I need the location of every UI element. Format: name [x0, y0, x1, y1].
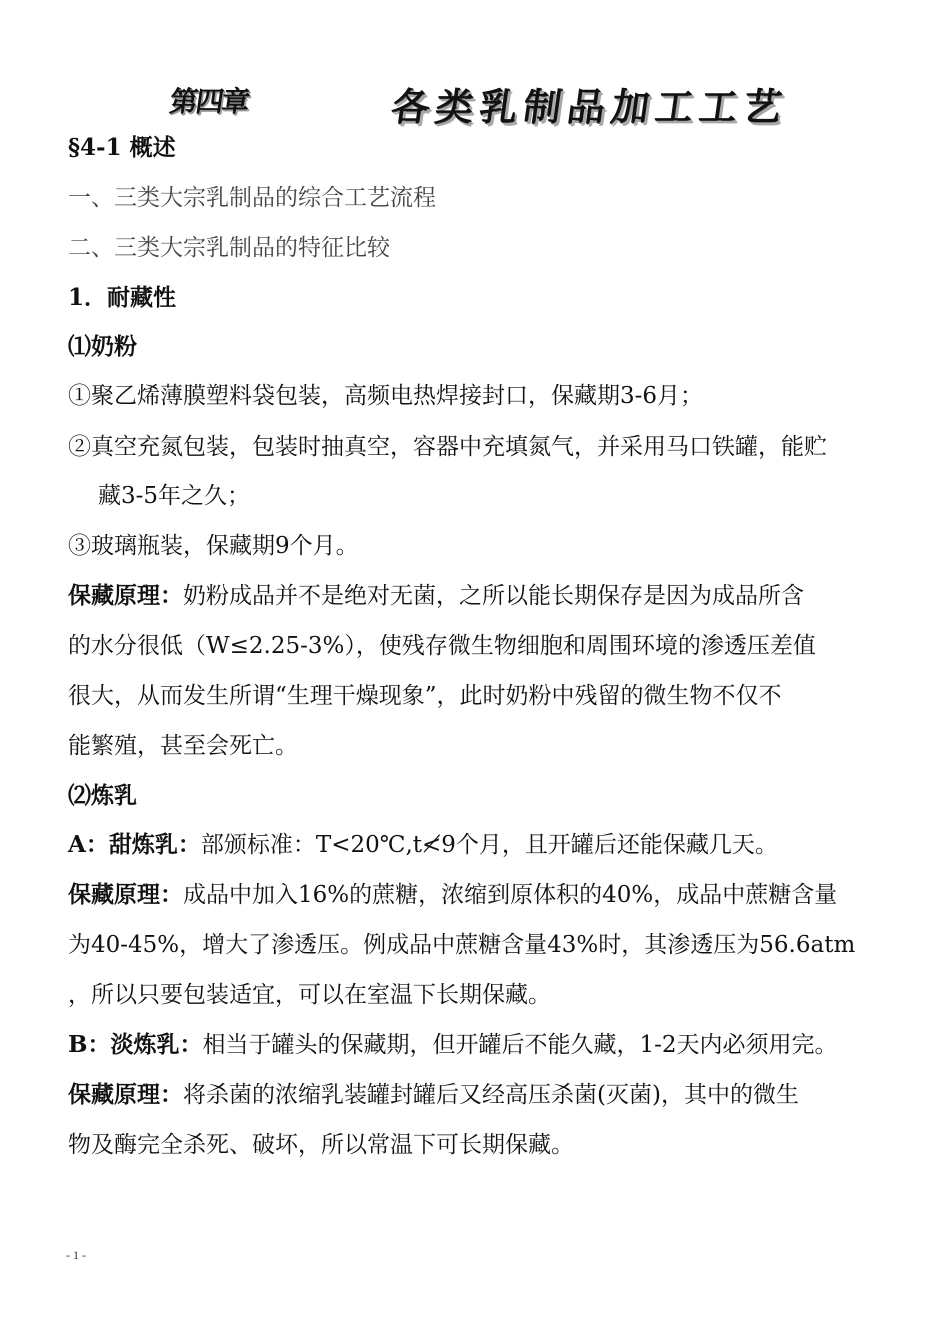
principle-paragraph-2: [68, 880, 888, 910]
evaporated-label: B：淡炼乳：: [68, 1031, 203, 1058]
paragraph-packaging-2: ②真空充氮包装，包装时抽真空，容器中充填氮气，并采用马口铁罐，能贮: [68, 434, 827, 460]
sweetened-text: 部颁标准：T<20℃,t≮9个月，且开罐后还能保藏几天。: [200, 832, 778, 858]
sweetened-label: A：甜炼乳：: [68, 831, 201, 858]
principle-label: 保藏原理：: [68, 881, 183, 908]
principle-text: 奶粉成品并不是绝对无菌，之所以能长期保存是因为成品所含: [183, 583, 804, 609]
principle-text: 将杀菌的浓缩乳装罐封罐后又经高压杀菌(灭菌)，其中的微生: [183, 1082, 799, 1108]
principle-paragraph-1-line-4: 能繁殖，甚至会死亡。: [68, 733, 298, 759]
chapter-header: [0, 74, 950, 130]
principle-paragraph-3-line-2: 物及酶完全杀死、破坏，所以常温下可长期保藏。: [68, 1132, 574, 1158]
subheading-milk-powder: ⑴奶粉: [68, 333, 137, 360]
paragraph-packaging-3: ③玻璃瓶装，保藏期9个月。: [68, 533, 359, 559]
principle-text: 成品中加入16%的蔗糖，浓缩到原体积的40%，成品中蔗糖含量: [183, 882, 838, 908]
principle-paragraph-2-line-2: 为40-45%，增大了渗透压。例成品中蔗糖含量43%时，其渗透压为56.6atm: [68, 932, 856, 958]
principle-paragraph-2-line-3: ，所以只要包装适宜，可以在室温下长期保藏。: [68, 982, 551, 1008]
outline-item-1: 一、三类大宗乳制品的综合工艺流程: [68, 185, 436, 211]
principle-paragraph-1-line-2: 的水分很低（W≤2.25-3%），使残存微生物细胞和周围环境的渗透压差值: [68, 633, 816, 659]
principle-label: 保藏原理：: [68, 582, 183, 609]
outline-item-2: 二、三类大宗乳制品的特征比较: [68, 235, 390, 261]
subheading-condensed-milk: ⑵炼乳: [68, 782, 137, 809]
sweetened-condensed-paragraph: [68, 830, 888, 860]
principle-label: 保藏原理：: [68, 1081, 183, 1108]
paragraph-packaging-1: ①聚乙烯薄膜塑料袋包装，高频电热焊接封口，保藏期3-6月；: [68, 383, 704, 409]
paragraph-packaging-2-cont: 藏3-5年之久；: [98, 483, 251, 509]
chapter-title: 各类乳制品加工工艺: [388, 84, 791, 129]
principle-paragraph-1-line-3: 很大，从而发生所谓“生理干燥现象”，此时奶粉中残留的微生物不仅不: [68, 683, 782, 709]
evaporated-milk-paragraph: [68, 1030, 888, 1060]
principle-paragraph-1: [68, 581, 888, 611]
heading-storability: 1．耐藏性: [68, 284, 177, 311]
page-number: - 1 -: [66, 1248, 86, 1262]
principle-paragraph-3: [68, 1080, 888, 1110]
section-heading: §4-1 概述: [68, 134, 176, 161]
chapter-label: 第四章: [167, 85, 251, 118]
evaporated-text: 相当于罐头的保藏期，但开罐后不能久藏，1-2天内必须用完。: [202, 1032, 838, 1058]
